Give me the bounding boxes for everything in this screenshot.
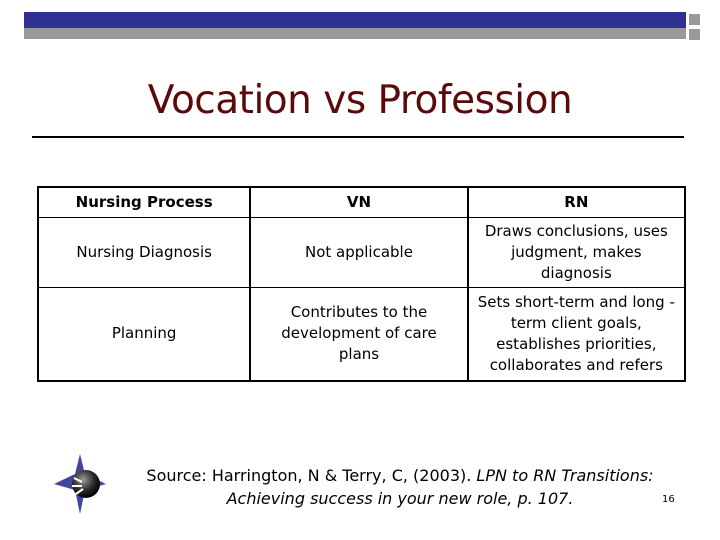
table-row bbox=[38, 287, 685, 381]
header-cell: Nursing Process bbox=[38, 187, 250, 217]
corner-square-top bbox=[689, 14, 700, 25]
citation-page-ref: , p. 107. bbox=[507, 489, 574, 508]
header-cell: VN bbox=[250, 187, 467, 217]
table-cell: Planning bbox=[38, 287, 250, 381]
citation-book-title: LPN to RN Transitions: bbox=[476, 466, 654, 485]
citation-prefix: Source: Harrington, N & Terry, C, (2003). bbox=[146, 466, 477, 485]
header-cell: RN bbox=[468, 187, 685, 217]
table-cell: Draws conclusions, uses judgment, makes diagnosis bbox=[468, 217, 685, 287]
title-divider bbox=[32, 136, 684, 138]
table-cell: Nursing Diagnosis bbox=[38, 217, 250, 287]
table-row bbox=[38, 217, 685, 287]
comparison-table bbox=[37, 186, 686, 382]
source-citation bbox=[100, 464, 700, 510]
top-accent-bar bbox=[24, 12, 686, 28]
table-cell: Not applicable bbox=[250, 217, 467, 287]
corner-square-bottom bbox=[689, 29, 700, 40]
slide-title: Vocation vs Profession bbox=[147, 78, 573, 123]
table-cell: Sets short-term and long -term client goals, establishes priorities, collaborates and refers bbox=[468, 287, 685, 381]
table-cell: Contributes to the development of care plans bbox=[250, 287, 467, 381]
top-gray-bar bbox=[24, 28, 686, 39]
table-header-row bbox=[38, 187, 685, 217]
citation-book-subtitle: Achieving success in your new role bbox=[226, 489, 508, 508]
page-number: 16 bbox=[662, 494, 675, 505]
